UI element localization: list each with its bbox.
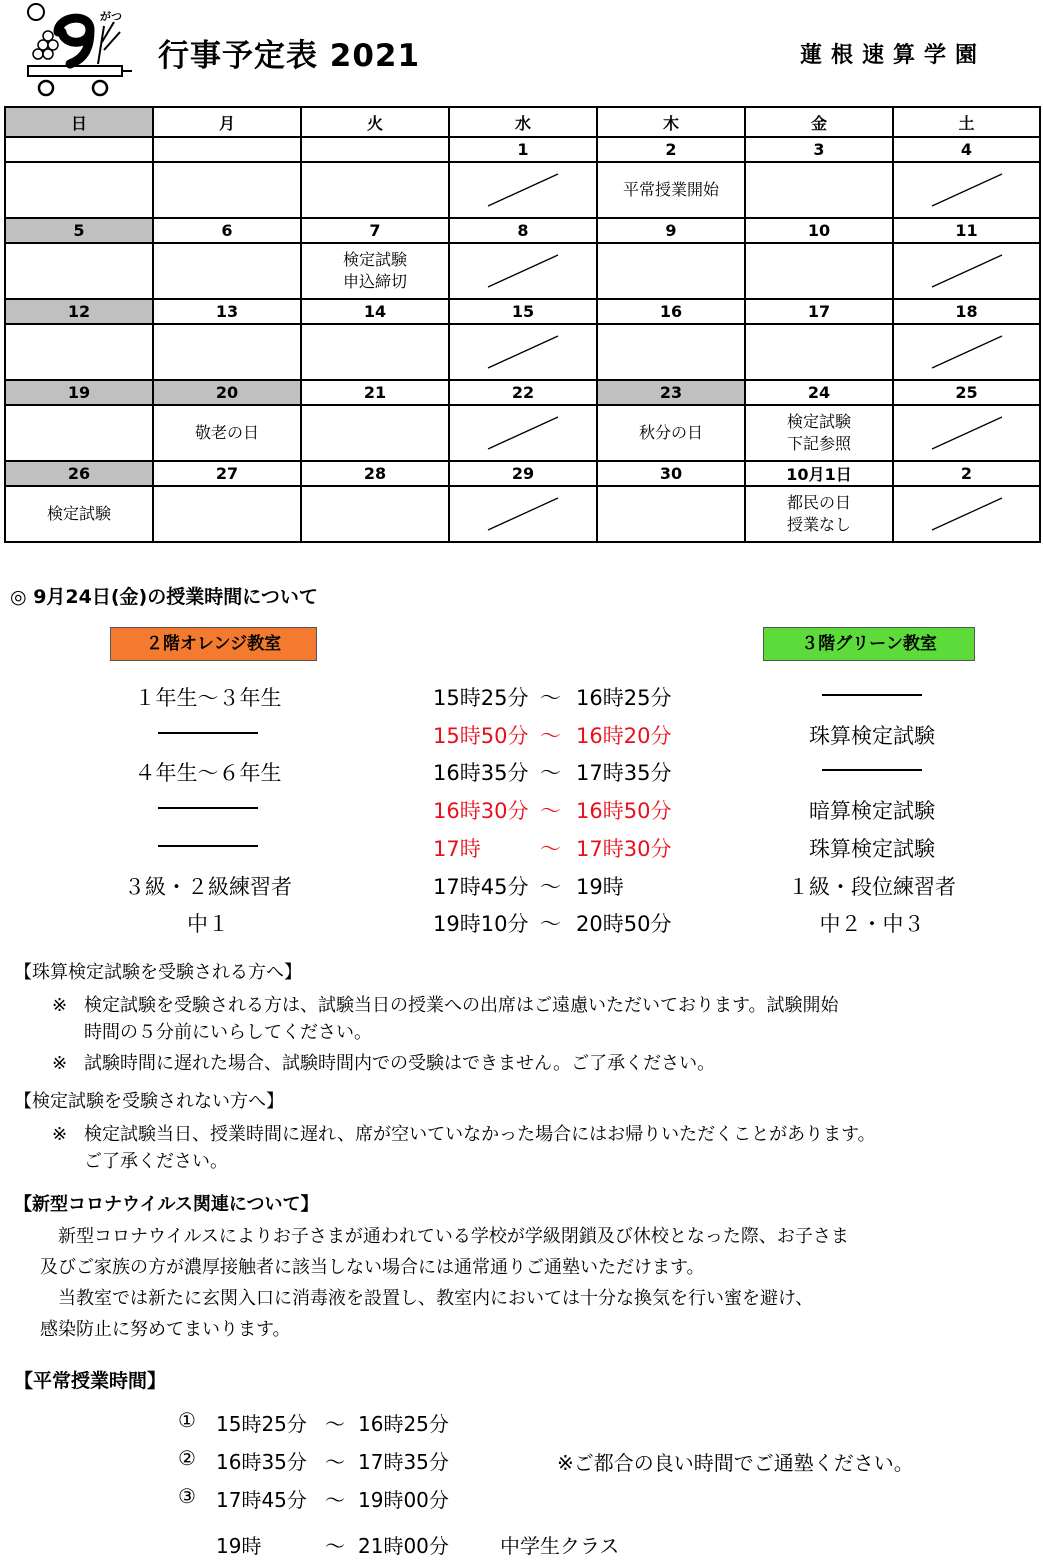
- exam-time-row: [0, 720, 1043, 756]
- calendar-day-number: 11: [893, 218, 1040, 243]
- weekday-header: 月: [153, 107, 301, 137]
- calendar-day-number: 16: [597, 299, 745, 324]
- closed-day-slash-icon: [930, 253, 1004, 289]
- right-room-group: 珠算検定試験: [809, 723, 935, 748]
- left-room-group: [108, 833, 308, 857]
- regular-hours-row: [0, 1408, 1043, 1444]
- calendar-day-number: 2: [597, 137, 745, 162]
- calendar-day-cell: [5, 243, 153, 299]
- note-mark: ※: [52, 995, 68, 1016]
- corona-line: 感染防止に努めてまいります。: [40, 1319, 291, 1340]
- calendar-day-cell: [5, 486, 153, 542]
- calendar-day-cell: [301, 486, 449, 542]
- end-time: 16時25分: [358, 1412, 449, 1436]
- calendar-table: [4, 106, 1041, 543]
- calendar-day-number: [5, 137, 153, 162]
- right-room-group: １級・段位練習者: [788, 874, 956, 899]
- start-time: 19時: [216, 1534, 262, 1558]
- time-tilde: ～: [540, 799, 561, 824]
- calendar-day-cell: [745, 324, 893, 380]
- exam-time-row: [0, 682, 1043, 718]
- note-text: 時間の５分前にいらしてください。: [84, 1022, 372, 1043]
- calendar-day-number: 8: [449, 218, 597, 243]
- start-time: 15時25分: [216, 1412, 307, 1436]
- calendar-day-number: 28: [301, 461, 449, 486]
- calendar-day-cell: [449, 162, 597, 218]
- calendar-day-number: 13: [153, 299, 301, 324]
- calendar-day-cell: [893, 486, 1040, 542]
- end-time: 16時20分: [576, 723, 672, 748]
- weekday-header: 木: [597, 107, 745, 137]
- weekday-header: 水: [449, 107, 597, 137]
- corona-line: 及びご家族の方が濃厚接触者に該当しない場合には通常通りご通塾いただけます。: [40, 1257, 705, 1278]
- start-time: 19時10分: [433, 912, 529, 937]
- end-time: 17時35分: [576, 761, 672, 786]
- calendar-day-number: [301, 137, 449, 162]
- calendar-day-cell: [893, 324, 1040, 380]
- calendar-day-cell: [597, 486, 745, 542]
- non-takers-heading: 【検定試験を受験されない方へ】: [14, 1091, 284, 1112]
- calendar-day-number: 1: [449, 137, 597, 162]
- calendar-day-cell: [893, 162, 1040, 218]
- no-class-dash: [822, 694, 922, 696]
- no-class-dash: [822, 769, 922, 771]
- end-time: 17時35分: [358, 1450, 449, 1474]
- calendar-day-cell: [5, 405, 153, 461]
- calendar-event-text: 検定試験: [46, 504, 111, 523]
- calendar-day-cell: [893, 405, 1040, 461]
- calendar-day-number: 23: [597, 380, 745, 405]
- calendar-day-number: 26: [5, 461, 153, 486]
- time-tilde: ～: [540, 836, 561, 861]
- time-tilde: ～: [325, 1450, 345, 1474]
- time-tilde: ～: [325, 1412, 345, 1436]
- calendar-day-number: 29: [449, 461, 597, 486]
- calendar-day-number: 3: [745, 137, 893, 162]
- calendar-day-cell: [893, 243, 1040, 299]
- calendar-day-cell: [153, 324, 301, 380]
- end-time: 21時00分: [358, 1534, 449, 1558]
- closed-day-slash-icon: [486, 415, 560, 451]
- corona-line: 当教室では新たに玄関入口に消毒液を設置し、教室内においては十分な換気を行い蜜を避け、: [40, 1288, 814, 1309]
- left-room-group: ３級・２級練習者: [124, 874, 292, 899]
- start-time: 16時35分: [216, 1450, 307, 1474]
- calendar-day-number: 19: [5, 380, 153, 405]
- start-time: 16時30分: [433, 799, 529, 824]
- non-takers-note: [52, 1121, 1037, 1175]
- calendar-day-cell: [301, 162, 449, 218]
- exam-time-row: [0, 795, 1043, 831]
- weekday-header: 日: [5, 107, 153, 137]
- calendar-day-number: 25: [893, 380, 1040, 405]
- closed-day-slash-icon: [930, 172, 1004, 208]
- corona-line: 新型コロナウイルスによりお子さまが通われている学校が学級閉鎖及び休校となった際、お子さま: [40, 1226, 849, 1247]
- closed-day-slash-icon: [486, 496, 560, 532]
- closed-day-slash-icon: [930, 415, 1004, 451]
- closed-day-slash-icon: [486, 172, 560, 208]
- calendar-day-cell: [745, 162, 893, 218]
- right-room-group: 中２・中３: [819, 912, 925, 937]
- closed-day-slash-icon: [930, 334, 1004, 370]
- time-tilde: ～: [540, 912, 561, 937]
- closed-day-slash-icon: [486, 334, 560, 370]
- calendar-day-cell: [745, 405, 893, 461]
- calendar-day-cell: [449, 324, 597, 380]
- calendar-event-text: 授業なし: [786, 515, 851, 534]
- calendar-day-number: 21: [301, 380, 449, 405]
- calendar-event-text: 秋分の日: [638, 423, 703, 442]
- regular-hours-note: ※ご都合の良い時間でご通塾ください。: [557, 1451, 914, 1475]
- calendar-day-number: 6: [153, 218, 301, 243]
- calendar-day-cell: [301, 243, 449, 299]
- slot-number: ①: [178, 1408, 196, 1432]
- exam-time-row: [0, 908, 1043, 944]
- left-room-group: [108, 720, 308, 744]
- note-text: ご了承ください。: [84, 1151, 228, 1172]
- calendar-day-number: 22: [449, 380, 597, 405]
- orange-room-badge: ２階オレンジ教室: [110, 627, 317, 661]
- note-mark: ※: [52, 1053, 68, 1074]
- calendar-day-number: 10月1日: [745, 461, 893, 486]
- end-time: 20時50分: [576, 912, 672, 937]
- time-tilde: ～: [540, 686, 561, 710]
- start-time: 16時35分: [433, 761, 529, 786]
- calendar-event-text: 検定試験: [786, 412, 851, 431]
- exam-takers-heading: 【珠算検定試験を受験される方へ】: [14, 962, 302, 983]
- end-time: 17時30分: [576, 836, 672, 861]
- left-room-group: 中１: [187, 912, 229, 937]
- calendar-day-cell: [153, 162, 301, 218]
- calendar-day-cell: [449, 486, 597, 542]
- time-tilde: ～: [540, 874, 561, 899]
- exam-time-row: [0, 871, 1043, 907]
- note-text: 試験時間に遅れた場合、試験時間内での受験はできません。ご了承ください。: [84, 1053, 716, 1074]
- green-room-badge: ３階グリーン教室: [763, 627, 975, 661]
- calendar-day-number: 20: [153, 380, 301, 405]
- start-time: 17時45分: [216, 1488, 307, 1512]
- calendar-day-cell: [301, 324, 449, 380]
- calendar-day-number: 2: [893, 461, 1040, 486]
- no-class-dash: [158, 807, 258, 809]
- exam-time-row: [0, 757, 1043, 793]
- calendar-day-cell: [745, 243, 893, 299]
- calendar-day-cell: [745, 486, 893, 542]
- note-text: 検定試験を受験される方は、試験当日の授業への出席はご遠慮いただいております。試験開始: [84, 995, 839, 1016]
- calendar-day-cell: [597, 162, 745, 218]
- end-time: 16時50分: [576, 799, 672, 824]
- calendar-day-number: [153, 137, 301, 162]
- start-time: 15時50分: [433, 723, 529, 748]
- calendar-day-cell: [597, 405, 745, 461]
- page-title: 行事予定表 2021: [158, 38, 421, 74]
- calendar-day-cell: [153, 243, 301, 299]
- class-name: 中学生クラス: [500, 1534, 620, 1558]
- calendar-event-text: 都民の日: [786, 493, 851, 512]
- exam-takers-note-2: [52, 1050, 1037, 1077]
- regular-hours-row: [0, 1484, 1043, 1520]
- start-time: 15時25分: [433, 686, 529, 710]
- school-logo: [24, 2, 136, 100]
- weekday-header: 金: [745, 107, 893, 137]
- calendar-day-cell: [153, 405, 301, 461]
- right-room-group: 暗算検定試験: [809, 799, 935, 824]
- calendar-day-number: 14: [301, 299, 449, 324]
- weekday-header: 火: [301, 107, 449, 137]
- calendar-day-cell: [597, 324, 745, 380]
- calendar-day-number: 18: [893, 299, 1040, 324]
- left-room-group: １年生～３年生: [134, 686, 282, 710]
- exam-day-title: ◎ 9月24日(金)の授業時間について: [10, 586, 318, 608]
- logo-label: がつ: [100, 10, 122, 23]
- calendar-day-number: 17: [745, 299, 893, 324]
- calendar-day-cell: [449, 243, 597, 299]
- calendar-day-cell: [301, 405, 449, 461]
- slot-number: ②: [178, 1446, 196, 1470]
- calendar-day-number: 4: [893, 137, 1040, 162]
- exam-time-row: [0, 833, 1043, 869]
- calendar-day-number: 9: [597, 218, 745, 243]
- calendar-day-number: 5: [5, 218, 153, 243]
- slot-number: ③: [178, 1484, 196, 1508]
- calendar-day-cell: [153, 486, 301, 542]
- calendar-day-cell: [5, 162, 153, 218]
- corona-heading: 【新型コロナウイルス関連について】: [14, 1194, 319, 1215]
- start-time: 17時: [433, 836, 481, 861]
- regular-hours-row: [0, 1530, 1043, 1566]
- start-time: 17時45分: [433, 874, 529, 899]
- calendar-day-number: 27: [153, 461, 301, 486]
- calendar-day-cell: [449, 405, 597, 461]
- end-time: 16時25分: [576, 686, 672, 710]
- weekday-header: 土: [893, 107, 1040, 137]
- end-time: 19時00分: [358, 1488, 449, 1512]
- calendar-day-number: 12: [5, 299, 153, 324]
- end-time: 19時: [576, 874, 624, 899]
- right-room-group: [760, 757, 984, 781]
- right-room-group: [760, 682, 984, 706]
- calendar-day-cell: [5, 324, 153, 380]
- calendar-event-text: 平常授業開始: [622, 180, 719, 199]
- calendar-day-number: 7: [301, 218, 449, 243]
- left-room-group: ４年生～６年生: [134, 761, 282, 786]
- calendar-day-number: 24: [745, 380, 893, 405]
- closed-day-slash-icon: [930, 496, 1004, 532]
- no-class-dash: [158, 732, 258, 734]
- calendar-day-number: 10: [745, 218, 893, 243]
- time-tilde: ～: [540, 723, 561, 748]
- calendar-day-cell: [597, 243, 745, 299]
- time-tilde: ～: [325, 1488, 345, 1512]
- calendar-event-text: 申込締切: [342, 272, 407, 291]
- calendar-day-number: 30: [597, 461, 745, 486]
- time-tilde: ～: [325, 1534, 345, 1558]
- note-text: 検定試験当日、授業時間に遅れ、席が空いていなかった場合にはお帰りいただくことがあります。: [84, 1124, 876, 1145]
- no-class-dash: [158, 845, 258, 847]
- school-name: 蓮根速算学園: [800, 43, 987, 68]
- calendar-event-text: 下記参照: [786, 434, 851, 453]
- calendar-event-text: 敬老の日: [194, 423, 259, 442]
- calendar-event-text: 検定試験: [342, 250, 407, 269]
- note-mark: ※: [52, 1124, 68, 1145]
- right-room-group: 珠算検定試験: [809, 836, 935, 861]
- corona-paragraph: [40, 1221, 1030, 1345]
- time-tilde: ～: [540, 761, 561, 786]
- regular-hours-title: 【平常授業時間】: [14, 1370, 167, 1392]
- left-room-group: [108, 795, 308, 819]
- exam-takers-note-1: [52, 992, 1037, 1046]
- calendar-day-number: 15: [449, 299, 597, 324]
- closed-day-slash-icon: [486, 253, 560, 289]
